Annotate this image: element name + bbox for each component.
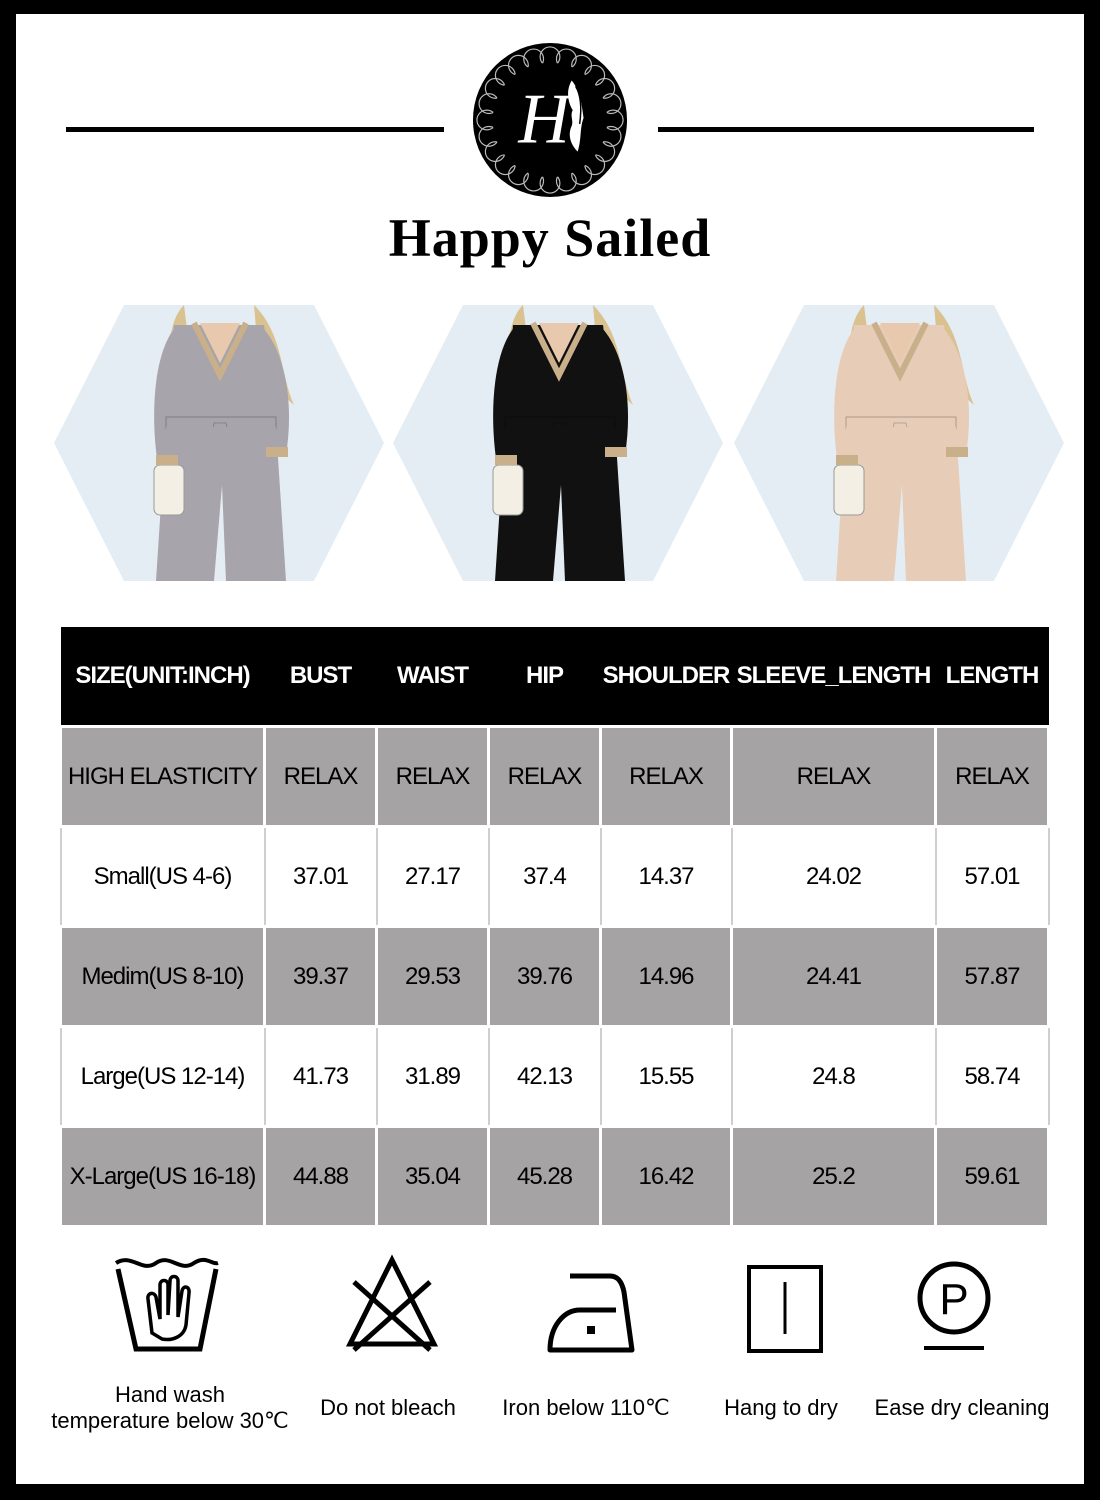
table-cell: 44.88 bbox=[265, 1127, 377, 1227]
header-shoulder: SHOULDER bbox=[601, 627, 732, 727]
table-cell: 57.01 bbox=[936, 827, 1049, 927]
care-label-hang: Hang to dry bbox=[724, 1395, 838, 1420]
table-cell: 37.01 bbox=[265, 827, 377, 927]
table-cell: 29.53 bbox=[377, 927, 489, 1027]
table-cell: RELAX bbox=[377, 727, 489, 827]
care-label-hand-wash bbox=[40, 1382, 300, 1434]
table-cell: Large(US 12-14) bbox=[61, 1027, 265, 1127]
table-cell: 24.8 bbox=[732, 1027, 936, 1127]
table-cell: 42.13 bbox=[489, 1027, 601, 1127]
table-cell: 41.73 bbox=[265, 1027, 377, 1127]
table-row bbox=[61, 1127, 1049, 1227]
table-row bbox=[61, 827, 1049, 927]
table-cell: 59.61 bbox=[936, 1127, 1049, 1227]
header-waist: WAIST bbox=[377, 627, 489, 727]
table-cell: RELAX bbox=[936, 727, 1049, 827]
table-cell: 14.37 bbox=[601, 827, 732, 927]
table-cell: 25.2 bbox=[732, 1127, 936, 1227]
table-cell: 31.89 bbox=[377, 1027, 489, 1127]
table-row bbox=[61, 927, 1049, 1027]
table-cell: 14.96 bbox=[601, 927, 732, 1027]
product-image-black bbox=[393, 305, 723, 581]
iron-icon bbox=[546, 1266, 636, 1356]
header-sleeve-length: SLEEVE_LENGTH bbox=[732, 627, 936, 727]
care-label-iron: Iron below 110℃ bbox=[502, 1395, 670, 1420]
divider-right bbox=[658, 127, 1034, 132]
table-cell: 39.37 bbox=[265, 927, 377, 1027]
size-table bbox=[59, 627, 1050, 1228]
hand-wash-icon bbox=[112, 1249, 222, 1359]
table-row bbox=[61, 727, 1049, 827]
table-cell: HIGH ELASTICITY bbox=[61, 727, 265, 827]
table-cell: RELAX bbox=[489, 727, 601, 827]
table-cell: 57.87 bbox=[936, 927, 1049, 1027]
table-header-row bbox=[61, 627, 1049, 727]
care-label-bleach: Do not bleach bbox=[320, 1395, 456, 1420]
header-size: SIZE(UNIT:INCH) bbox=[61, 627, 265, 727]
logo-letter: H bbox=[518, 80, 570, 159]
brand-logo bbox=[471, 41, 629, 199]
header-bust: BUST bbox=[265, 627, 377, 727]
dry-clean-symbol: P bbox=[939, 1275, 969, 1324]
table-cell: 24.41 bbox=[732, 927, 936, 1027]
product-image-gray bbox=[54, 305, 384, 581]
table-cell: RELAX bbox=[265, 727, 377, 827]
size-chart-page bbox=[16, 14, 1084, 1484]
divider-left bbox=[66, 127, 444, 132]
table-cell: 35.04 bbox=[377, 1127, 489, 1227]
table-cell: 15.55 bbox=[601, 1027, 732, 1127]
hang-dry-icon bbox=[746, 1264, 824, 1354]
care-label-line: temperature below 30℃ bbox=[51, 1408, 289, 1433]
table-cell: 37.4 bbox=[489, 827, 601, 927]
table-cell: 24.02 bbox=[732, 827, 936, 927]
care-label-line: Hand wash bbox=[114, 1382, 226, 1407]
table-cell: Small(US 4-6) bbox=[61, 827, 265, 927]
table-cell: 16.42 bbox=[601, 1127, 732, 1227]
care-label-dry-clean: Ease dry cleaning bbox=[874, 1395, 1050, 1420]
table-cell: RELAX bbox=[732, 727, 936, 827]
do-not-bleach-icon bbox=[344, 1254, 440, 1354]
dry-clean-icon bbox=[914, 1258, 994, 1354]
table-cell: 58.74 bbox=[936, 1027, 1049, 1127]
product-image-apricot bbox=[734, 305, 1064, 581]
table-row bbox=[61, 1027, 1049, 1127]
table-cell: Medim(US 8-10) bbox=[61, 927, 265, 1027]
table-cell: 27.17 bbox=[377, 827, 489, 927]
table-cell: RELAX bbox=[601, 727, 732, 827]
table-cell: 39.76 bbox=[489, 927, 601, 1027]
table-cell: X-Large(US 16-18) bbox=[61, 1127, 265, 1227]
table-cell: 45.28 bbox=[489, 1127, 601, 1227]
brand-name: Happy Sailed bbox=[388, 208, 712, 268]
header-length: LENGTH bbox=[936, 627, 1049, 727]
header-hip: HIP bbox=[489, 627, 601, 727]
